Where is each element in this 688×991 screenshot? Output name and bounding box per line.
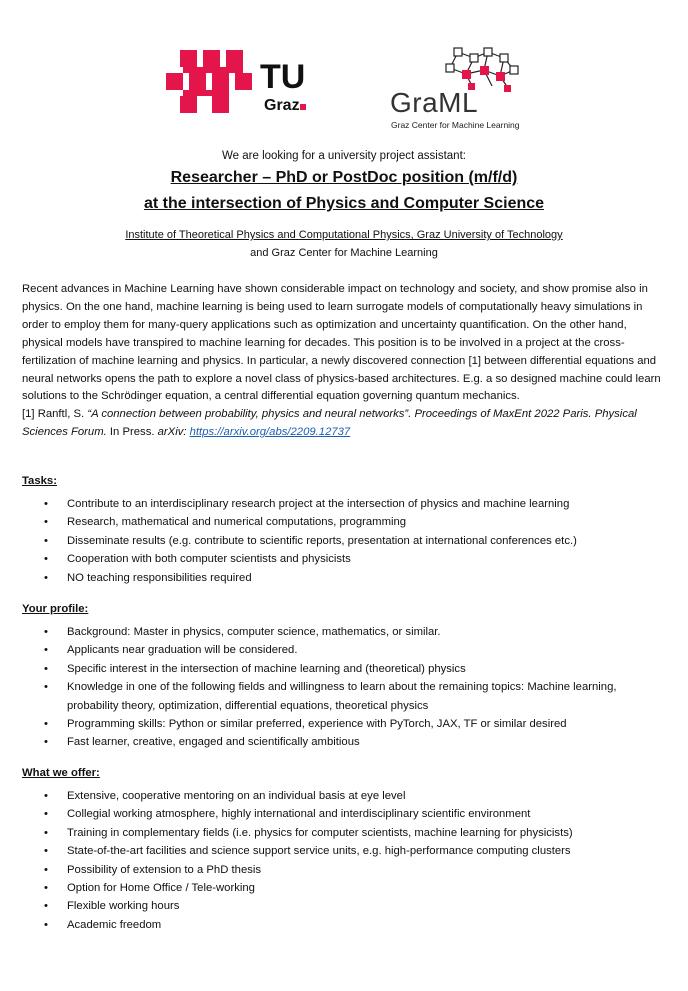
profile-section [22,603,668,752]
offer-list [22,787,668,934]
list-item: • Applicants near graduation will be considered. [22,641,668,659]
reference-status: In Press. [106,426,158,439]
reference [22,406,668,442]
graml-tagline: Graz Center for Machine Learning [391,120,520,130]
tasks-list [22,495,668,587]
tu-city: Graz [264,97,300,114]
tasks-section [22,475,668,587]
list-item: • Research, mathematical and numerical computations, programming [22,513,668,531]
list-item: • Programming skills: Python or similar preferred, experience with PyTorch, JAX, TF or similar desired [22,715,668,733]
offer-heading: What we offer: [22,767,100,779]
list-item: • Option for Home Office / Tele-working [22,879,668,897]
center-name: and Graz Center for Machine Learning [250,247,438,259]
profile-list [22,623,668,752]
position-subtitle: at the intersection of Physics and Computer Science [143,195,545,212]
list-item: • Training in complementary fields (i.e. physics for computer scientists, machine learning for physicists) [22,824,668,842]
reference-arxiv-label: arXiv: [157,426,190,439]
list-item: • Specific interest in the intersection of machine learning and (theoretical) physics [22,660,668,678]
list-item: • Background: Master in physics, computer science, mathematics, or similar. [22,623,668,641]
list-item: • Disseminate results (e.g. contribute to scientific reports, presentation at international conferences etc.) [22,532,668,550]
list-item: • Collegial working atmosphere, highly international and interdisciplinary scientific environment [22,805,668,823]
reference-title: “A connection between probability, physics and neural networks”. Proceedings of MaxEnt 2022 Paris. Physical Sciences Forum. [22,408,637,439]
tasks-heading: Tasks: [22,475,57,487]
list-item: • NO teaching responsibilities required [22,569,668,587]
profile-heading: Your profile: [22,603,89,615]
list-item: • Academic freedom [22,916,668,934]
tu-wordmark: TU [260,58,306,96]
offer-section [22,767,668,934]
list-item: • Possibility of extension to a PhD thesis [22,861,668,879]
list-item: • Cooperation with both computer scientists and physicists [22,550,668,568]
list-item: • Flexible working hours [22,897,668,915]
graml-wordmark: GraML [390,87,479,118]
list-item: • Extensive, cooperative mentoring on an individual basis at eye level [22,787,668,805]
list-item: • Contribute to an interdisciplinary research project at the intersection of physics and machine learning [22,495,668,513]
logo-bar [0,44,688,134]
description [22,281,668,442]
institute-name: Institute of Theoretical Physics and Computational Physics, Graz University of Technology [125,229,563,241]
list-item: • Fast learner, creative, engaged and scientifically ambitious [22,733,668,751]
description-paragraph: Recent advances in Machine Learning have shown considerable impact on technology and society, and show promise also in physics. On the one hand, machine learning is being used to learn surrogate models of computationally heavy simulations in order to employ them for many-query applications such as optimization and uncertainty quantification. On the other hand, physical models have transpired to machine learning for decades. This position is to be involved in a project at the cross-fertilization of machine learning and physics. In particular, a newly discovered connection [1] between differential equations and neural networks opens the path to explore a novel class of physics-based architectures. E.g. a so designed machine could learn solutions to the Schrödinger equation, a central differential equation governing quantum mechanics. [22,283,661,403]
position-title: Researcher – PhD or PostDoc position (m/f/d) [170,169,518,186]
reference-author: [1] Ranftl, S. [22,408,88,421]
tu-graz-logo [166,44,316,124]
list-item: • State-of-the-art facilities and science support service units, e.g. high-performance computing clusters [22,842,668,860]
intro-line: We are looking for a university project assistant: [222,150,466,162]
list-item: • Knowledge in one of the following fields and willingness to learn about the remaining topics: Machine learning, probability theory, optimization, differential equations, theoretical physics [22,678,668,715]
arxiv-link[interactable]: https://arxiv.org/abs/2209.12737 [189,426,351,439]
